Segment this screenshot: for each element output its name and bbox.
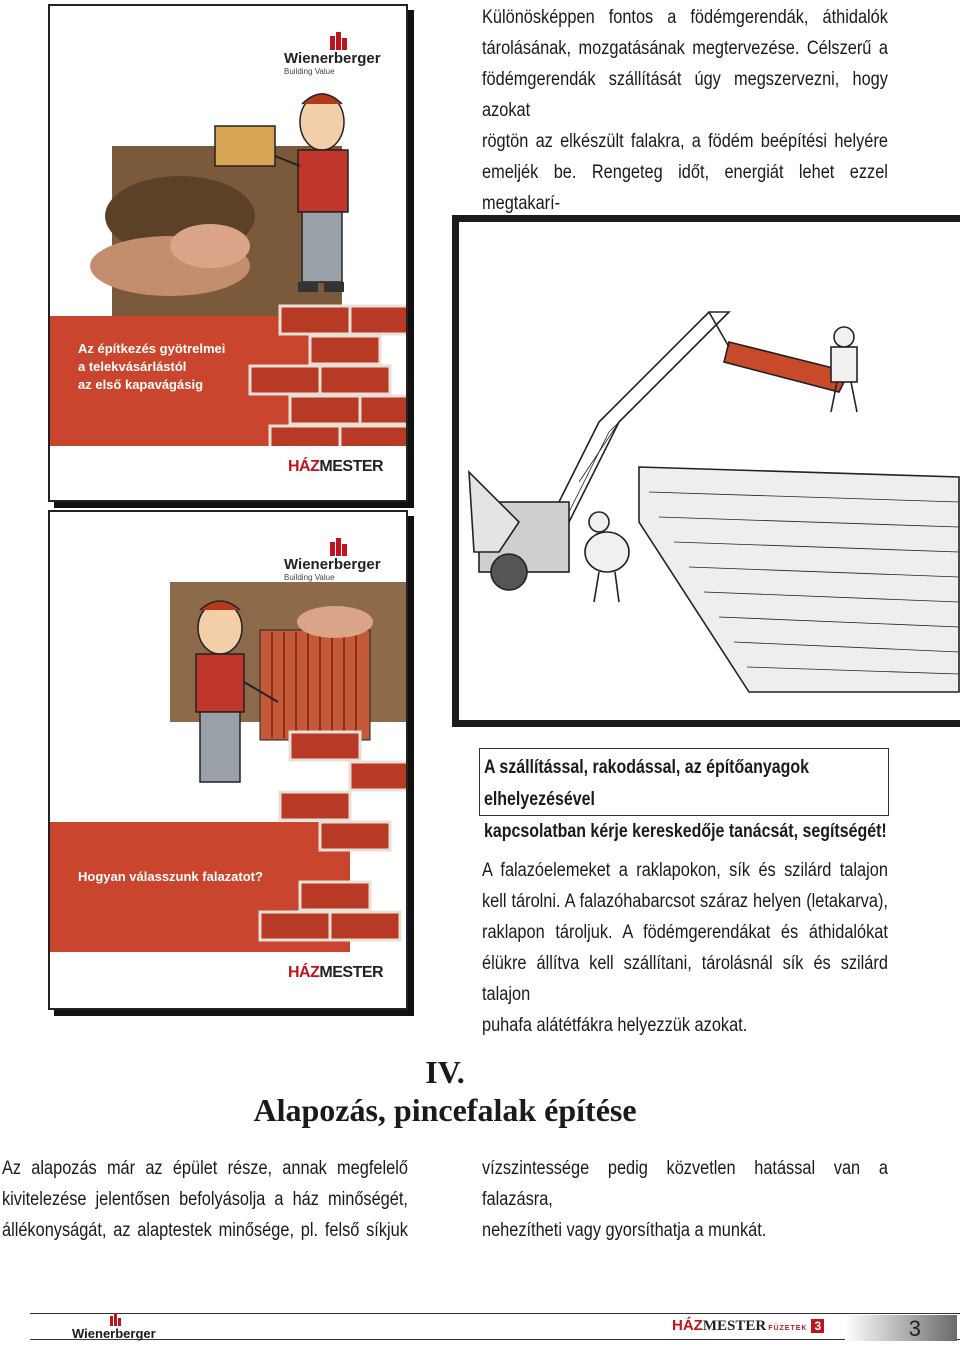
right-column-line: nehezítheti vagy gyorsíthatja a munkát. [482,1220,767,1241]
right-column [482,1153,888,1246]
logo-brand: Wienerberger [284,50,381,67]
left-column-line: állékonyságát, az alaptestek minősége, pl. felső síkjuk [2,1220,408,1241]
storage-paragraph [482,855,888,1041]
left-column-line: kivitelezése jelentősen befolyásolja a ház minőségét, [2,1189,408,1210]
logo-tagline: Building Value [284,573,335,582]
footer-hazmester-logo [672,1317,824,1335]
section-number: IV. [425,1054,465,1090]
page-number: 3 [908,1316,921,1341]
right-column-line: vízszintessége pedig közvetlen hatással van a falazásra, [482,1158,888,1210]
hazmester-logo [288,964,383,982]
footer-issue-badge: 3 [811,1319,824,1333]
intro-line: rögtön az elkészült falakra, a födém beépítési helyére [482,131,888,152]
hazmester-logo-mester: MESTER [319,964,384,981]
storage-line: kell tárolni. A falazóhabarcsot száraz helyen (letakarva), [482,891,888,912]
footer-brand: Wienerberger [72,1326,156,1341]
intro-line: födémgerendák szállítását úgy megszervezni, hogy azokat [482,69,888,121]
cover-title-line: az első kapavágásig [78,377,204,392]
wienerberger-logo [284,556,404,582]
left-column-line: Az alapozás már az épület része, annak megfelelő [2,1158,408,1179]
footer-rule-bottom [30,1339,960,1340]
hazmester-logo-haz: HÁZ [288,458,320,475]
storage-line: raklapon tároljuk. A födémgerendákat és áthidalókat [482,922,888,943]
wienerberger-logo [284,50,404,76]
advice-callout [479,748,889,842]
callout-line: A szállítással, rakodással, az építőanyagok elhelyezésével [484,757,809,810]
hazmester-logo-mester: MESTER [319,458,384,475]
footer-fuzetek: FÜZETEK [768,1325,808,1332]
cover-top-illustration [50,6,406,500]
crane-illustration [452,215,960,727]
logo-brand: Wienerberger [284,556,381,573]
section-title: Alapozás, pincefalak építése [253,1092,637,1128]
cover-title-line: Hogyan válasszunk falazatot? [78,869,263,884]
page-number-box [845,1315,957,1341]
footer-rule-top [30,1313,960,1314]
hazmester-logo-haz: HÁZ [288,964,320,981]
cover-title-line: a telekvásárlástól [78,359,187,374]
left-column [2,1153,408,1246]
crane-drawing [459,222,960,720]
brochure-cover-bottom [48,510,408,1010]
footer-mester: MESTER [702,1318,767,1334]
intro-line: emeljék be. Rengeteg időt, energiát lehet ezzel megtakarí- [482,162,888,214]
footer-haz: HÁZ [672,1317,703,1334]
storage-line: A falazóelemeket a raklapokon, sík és szilárd talajon [482,860,888,881]
cover-title [78,340,225,394]
hazmester-logo [288,458,383,476]
storage-line: élükre állítva kell szállítani, tárolásnál sík és szilárd talajon [482,953,888,1005]
brochure-cover-top [48,4,408,502]
intro-paragraph [482,2,888,250]
cover-title [78,868,263,886]
intro-line: tárolásának, mozgatásának megtervezése. Célszerű a [482,38,888,59]
logo-tagline: Building Value [284,67,335,76]
callout-line: kapcsolatban kérje kereskedője tanácsát, segítségét! [484,821,887,842]
cover-bottom-illustration [50,512,406,1008]
cover-title-line: Az építkezés gyötrelmei [78,341,226,356]
storage-line: puhafa alátétfákra helyezzük azokat. [482,1015,748,1036]
intro-line: Különösképpen fontos a födémgerendák, áthidalók [482,7,888,28]
